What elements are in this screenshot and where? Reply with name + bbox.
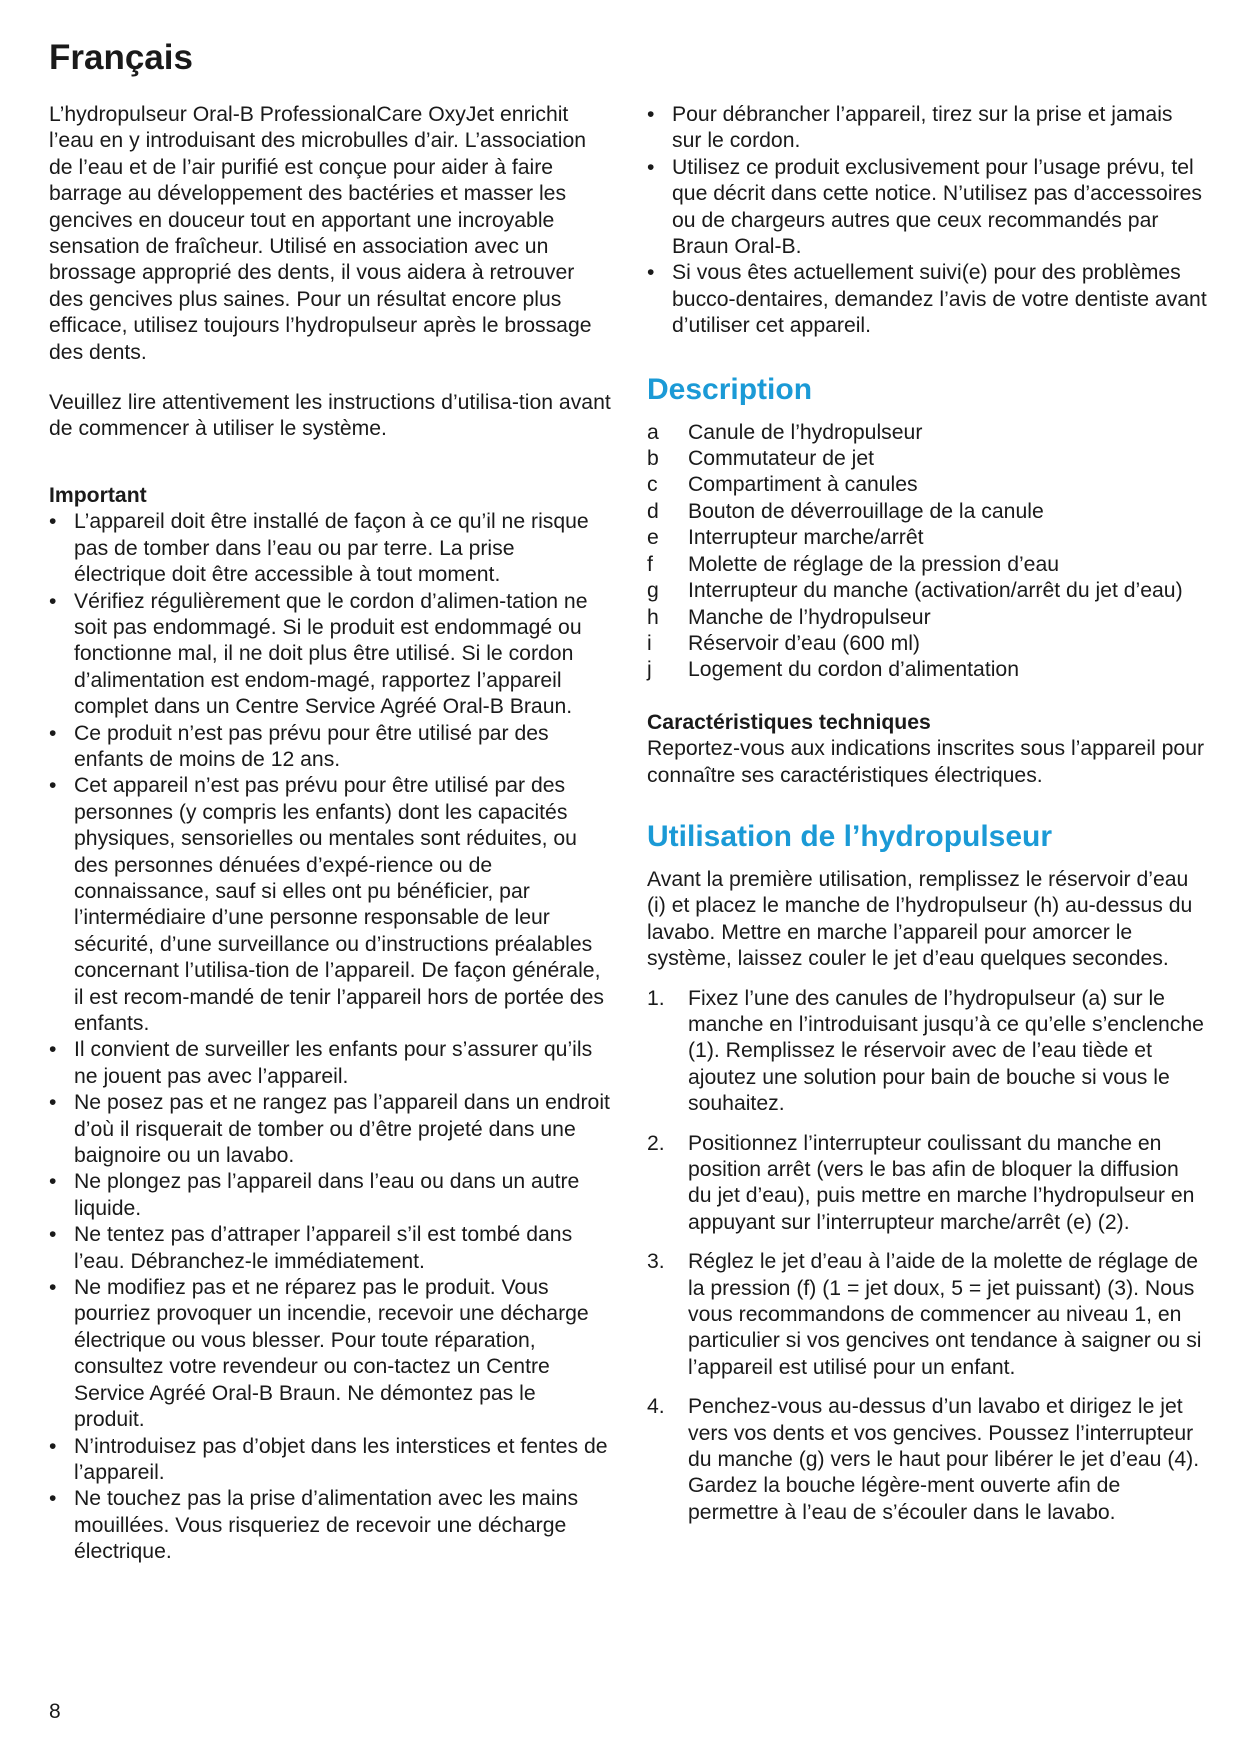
item-letter: f [647,552,653,576]
item-letter: b [647,447,659,471]
list-item: • Si vous êtes actuellement suivi(e) pour des problèmes bucco-dentaires, demandez l’avis de votre dentiste avant d’utiliser cet appareil. [647,260,1207,339]
read-instructions-note: Veuillez lire attentivement les instructions d’utilisa-tion avant de commencer à utiliser le système. [49,391,611,441]
list-item: • Utilisez ce produit exclusivement pour l’usage prévu, tel que décrit dans cette notice. N’utilisez pas d’accessoires ou de chargeurs autres que ceux recommandés par Braun Oral-B. [647,155,1207,261]
step-number: 3. [647,1250,665,1274]
list-item [647,1394,1207,1526]
item-letter: c [647,473,658,497]
list-item [647,578,1207,604]
usage-steps [647,986,1207,1527]
list-item [647,605,1207,631]
item-text: Manche de l’hydropulseur [688,605,931,629]
item-text: Canule de l’hydropulseur [688,420,923,444]
step-number: 1. [647,986,665,1010]
list-item [647,446,1207,472]
item-text: Réservoir d’eau (600 ml) [688,631,920,655]
item-letter: d [647,499,659,523]
list-item: • Ne tentez pas d’attraper l’appareil s’il est tombé dans l’eau. Débranchez-le immédiatement. [49,1222,611,1275]
list-item: • Vérifiez régulièrement que le cordon d’alimen-tation ne soit pas endommagé. Si le produit est endommagé ou fonctionne mal, il ne doit plus être utilisé. Si le cordon d’alimentation est endom-magé, rapportez l’appareil complet dans un Centre Service Agréé Oral-B Braun. [49,589,611,721]
item-text: Compartiment à canules [688,473,918,497]
list-item: • Ne touchez pas la prise d’alimentation avec les mains mouillées. Vous risqueriez de recevoir une décharge électrique. [49,1486,611,1565]
step-text: Penchez-vous au-dessus d’un lavabo et dirigez le jet vers vos dents et vos gencives. Poussez l’interrupteur du manche (g) vers le haut pour libérer le jet d’eau (4). Gardez la bouche légère-ment ouverte afin de permettre à l’eau de s’écouler dans le lavabo. [688,1395,1200,1524]
step-text: Fixez l’une des canules de l’hydropulseur (a) sur le manche en l’introduisant jusqu’à ce qu’elle s’enclenche (1). Remplissez le réservoir avec de l’eau tiède et ajoutez une solution pour bain de bouche si vous le souhaitez. [688,986,1204,1116]
left-column [49,102,611,1566]
page-number: 8 [49,1700,61,1723]
page-title: Français [49,38,193,77]
usage-heading: Utilisation de l’hydropulseur [647,819,1053,853]
step-text: Réglez le jet d’eau à l’aide de la molette de réglage de la pression (f) (1 = jet doux, 5 = jet puissant) (3). Nous vous recommandons de commencer au niveau 1, en particulier si vos gencives ont tendance à saigner ou si l’appareil est utilisé pour un enfant. [688,1250,1202,1379]
description-list [647,420,1207,684]
intro-paragraph: L’hydropulseur Oral-B ProfessionalCare OxyJet enrichit l’eau en y introduisant des microbulles d’air. L’association de l’eau et de l’air purifié est conçue pour aider à faire barrage au développement des bactéries et masser les gencives en douceur tout en apportant une incroyable sensation de fraîcheur. Utilisé en association avec un brossage approprié des dents, il vous aidera à retrouver des gencives plus saines. Pour un résultat encore plus efficace, utilisez toujours l’hydropulseur après le brossage des dents. [49,103,592,364]
list-item [647,1249,1207,1381]
item-letter: e [647,526,659,550]
list-item [647,499,1207,525]
list-item: • Ne plongez pas l’appareil dans l’eau ou dans un autre liquide. [49,1169,611,1222]
item-letter: h [647,605,659,629]
right-column [647,102,1207,1539]
important-heading: Important [49,483,147,507]
list-item: • Il convient de surveiller les enfants pour s’assurer qu’ils ne jouent pas avec l’appareil. [49,1037,611,1090]
list-item [647,552,1207,578]
step-text: Positionnez l’interrupteur coulissant du manche en position arrêt (vers le bas afin de bloquer la diffusion du jet d’eau), puis mettre en marche l’hydropulseur en appuyant sur l’interrupteur marche/arrêt (e) (2). [688,1131,1195,1234]
step-number: 4. [647,1395,665,1419]
list-item: • Ne posez pas et ne rangez pas l’appareil dans un endroit d’où il risquerait de tomber ou d’être projeté dans une baignoire ou un lavabo. [49,1090,611,1169]
list-item [647,420,1207,446]
safety-list-continued [647,102,1207,340]
list-item: • L’appareil doit être installé de façon à ce qu’il ne risque pas de tomber dans l’eau ou par terre. La prise électrique doit être accessible à tout moment. [49,509,611,588]
list-item [647,1131,1207,1237]
list-item: • N’introduisez pas d’objet dans les interstices et fentes de l’appareil. [49,1434,611,1487]
specs-text: Reportez-vous aux indications inscrites sous l’appareil pour connaître ses caractéristiques électriques. [647,737,1205,787]
important-list [49,509,611,1565]
list-item [647,525,1207,551]
step-number: 2. [647,1131,665,1155]
list-item [647,472,1207,498]
item-text: Interrupteur du manche (activation/arrêt du jet d’eau) [688,579,1183,603]
list-item: • Pour débrancher l’appareil, tirez sur la prise et jamais sur le cordon. [647,102,1207,155]
list-item [647,986,1207,1118]
item-text: Bouton de déverrouillage de la canule [688,499,1044,523]
list-item [647,657,1207,683]
list-item: • Cet appareil n’est pas prévu pour être utilisé par des personnes (y compris les enfants) dont les capacités physiques, sensorielles ou mentales sont réduites, ou des personnes dénuées d’expé-rience ou de connaissance, sauf si elles ont pu bénéficier, par l’intermédiaire d’une personne responsable de leur sécurité, d’une surveillance ou d’instructions préalables concernant l’utilisa-tion de l’appareil. De façon générale, il est recom-mandé de tenir l’appareil hors de portée des enfants. [49,773,611,1037]
list-item: • Ne modifiez pas et ne réparez pas le produit. Vous pourriez provoquer un incendie, recevoir une décharge électrique ou vous blesser. Pour toute réparation, consultez votre revendeur ou con-tactez un Centre Service Agréé Oral-B Braun. Ne démontez pas le produit. [49,1275,611,1433]
specs-heading: Caractéristiques techniques [647,710,931,734]
description-heading: Description [647,372,813,406]
item-text: Molette de réglage de la pression d’eau [688,552,1060,576]
item-letter: j [647,658,652,682]
item-letter: g [647,579,659,603]
item-letter: a [647,420,659,444]
item-text: Logement du cordon d’alimentation [688,658,1019,682]
item-text: Interrupteur marche/arrêt [688,526,924,550]
usage-intro: Avant la première utilisation, remplissez le réservoir d’eau (i) et placez le manche de l’hydropulseur (h) au-dessus du lavabo. Mettre en marche l’appareil pour amorcer le système, laissez couler le jet d’eau quelques secondes. [647,867,1193,971]
item-letter: i [647,631,652,655]
list-item [647,631,1207,657]
list-item: • Ce produit n’est pas prévu pour être utilisé par des enfants de moins de 12 ans. [49,721,611,774]
item-text: Commutateur de jet [688,447,875,471]
